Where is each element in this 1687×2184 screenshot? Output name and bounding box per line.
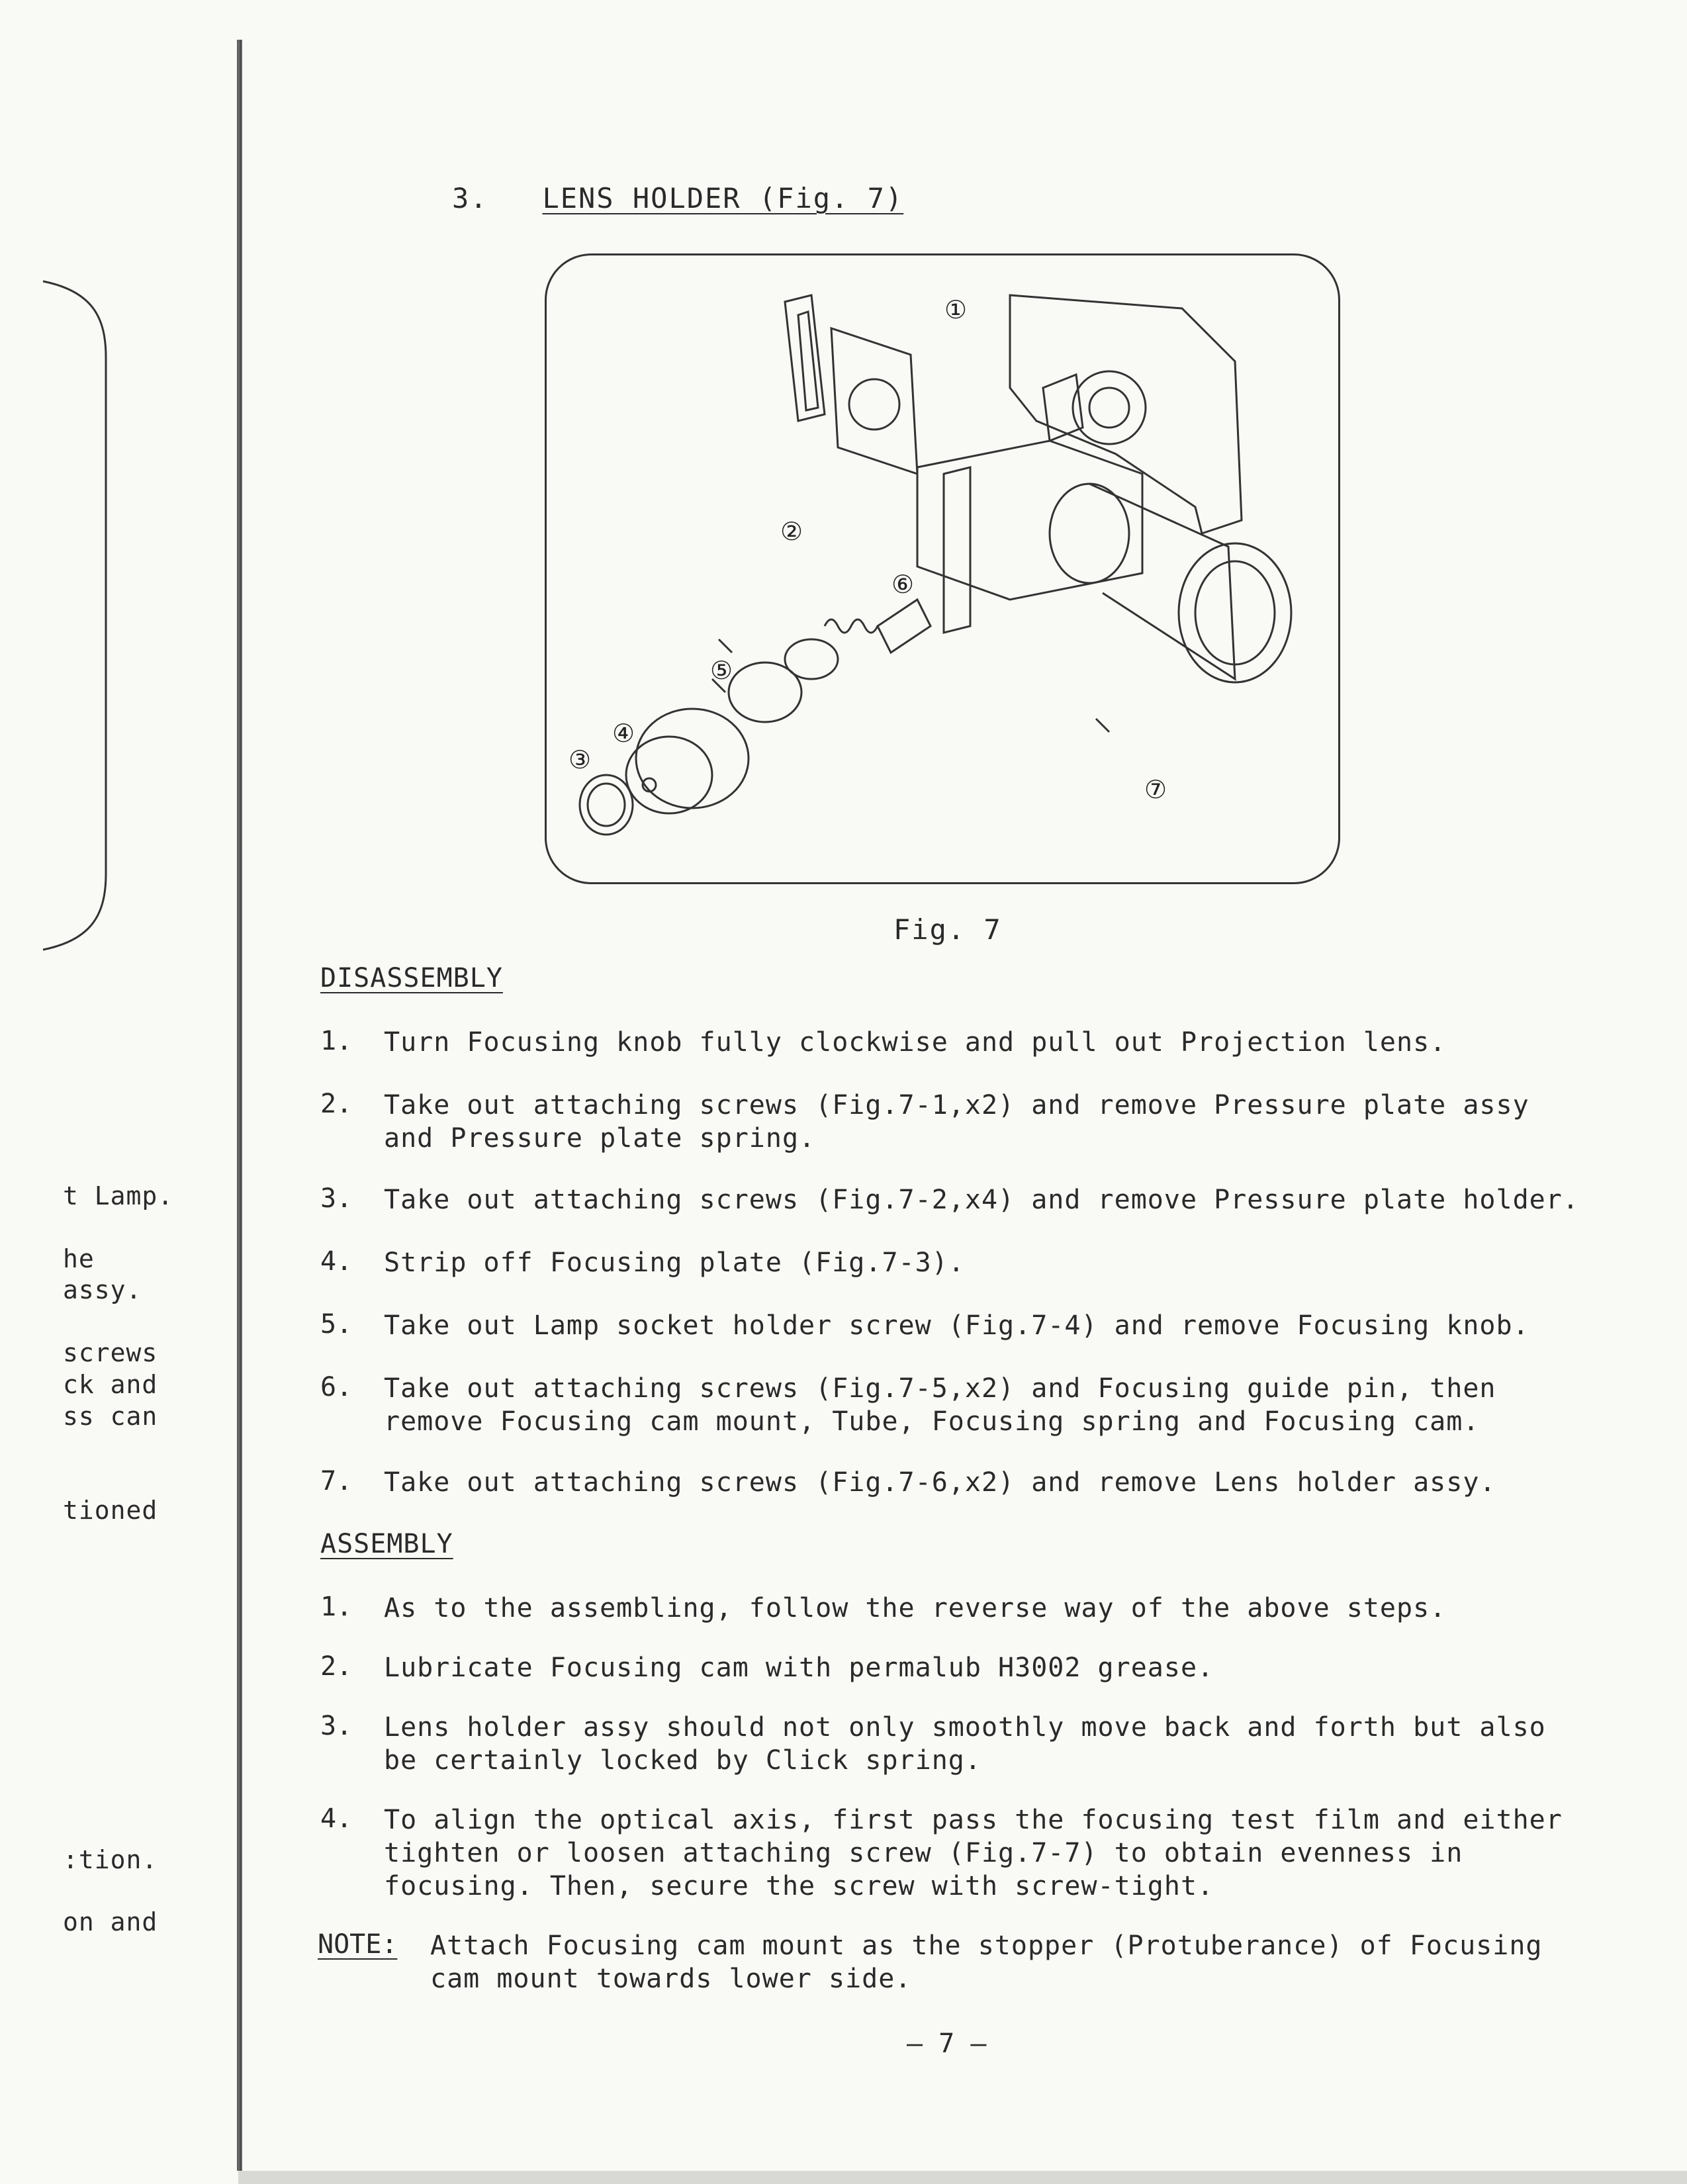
step-number: 5. xyxy=(320,1309,353,1340)
chassis-outline xyxy=(1010,295,1242,533)
step-text: Take out Lamp socket holder screw (Fig.7-4) and remove Focusing knob. xyxy=(384,1310,1529,1341)
step-text: Lubricate Focusing cam with permalub H3002 grease. xyxy=(384,1653,1214,1683)
step-text: To align the optical axis, first pass the focusing test film and either tighten or loosen attaching screw (Fig.7-7) to obtain evenness in focusing. Then, secure the screw with screw-tight. xyxy=(384,1805,1563,1901)
step-number: 2. xyxy=(320,1089,353,1119)
disassembly-heading: DISASSEMBLY xyxy=(320,963,503,993)
page-number: — 7 — xyxy=(907,2028,987,2059)
assembly-heading: ASSEMBLY xyxy=(320,1529,453,1559)
step-number: 6. xyxy=(320,1372,353,1402)
step-number: 1. xyxy=(320,1026,353,1056)
note-text: Attach Focusing cam mount as the stopper (Protuberance) of Focusing cam mount towards lower side. xyxy=(430,1931,1543,1994)
step-number: 7. xyxy=(320,1466,353,1496)
step-text: Lens holder assy should not only smoothly move back and forth but also be certainly locked by Click spring. xyxy=(384,1712,1546,1776)
step-text: As to the assembling, follow the reverse way of the above steps. xyxy=(384,1593,1447,1623)
step-number: 3. xyxy=(320,1183,353,1214)
figure-caption: Fig. 7 xyxy=(893,913,1002,946)
binding-edge xyxy=(237,40,242,2171)
lens-holder-body xyxy=(917,441,1142,600)
step-number: 2. xyxy=(320,1651,353,1682)
exploded-view-diagram xyxy=(547,255,1338,882)
section-number: 3. xyxy=(452,182,488,214)
step-number: 4. xyxy=(320,1246,353,1277)
callout-2: ② xyxy=(780,517,803,546)
callout-7: ⑦ xyxy=(1144,775,1167,804)
callout-6: ⑥ xyxy=(891,570,915,599)
left-page-line: ss can xyxy=(63,1402,158,1431)
focusing-spring xyxy=(825,619,878,633)
step-number: 3. xyxy=(320,1711,353,1741)
section-title: LENS HOLDER (Fig. 7) xyxy=(542,182,904,214)
step-text: Strip off Focusing plate (Fig.7-3). xyxy=(384,1248,965,1278)
left-margin-bracket xyxy=(40,278,113,953)
section-heading xyxy=(452,182,903,214)
callout-4: ④ xyxy=(612,719,635,748)
step-text: Take out attaching screws (Fig.7-6,x2) and remove Lens holder assy. xyxy=(384,1467,1496,1498)
pressure-plate-holder xyxy=(831,328,917,474)
step-text: Take out attaching screws (Fig.7-5,x2) and Focusing guide pin, then remove Focusing cam mount, Tube, Focusing spring and Focusing cam. xyxy=(384,1373,1496,1437)
left-page-line: tioned xyxy=(63,1496,158,1525)
left-page-line: :tion. xyxy=(63,1845,158,1874)
left-page-line: ck and xyxy=(63,1370,158,1399)
left-page-line: t Lamp. xyxy=(63,1181,174,1210)
focusing-knob xyxy=(636,709,749,808)
left-page-line: screws xyxy=(63,1338,158,1367)
step-number: 4. xyxy=(320,1803,353,1834)
focusing-cam-mount xyxy=(729,662,801,722)
step-number: 1. xyxy=(320,1592,353,1622)
left-page-line: on and xyxy=(63,1907,158,1936)
page-bottom-edge xyxy=(238,2171,1687,2184)
callout-1: ① xyxy=(944,295,968,324)
gate-opening xyxy=(1073,371,1146,444)
left-page-line: he xyxy=(63,1244,95,1273)
step-text: Take out attaching screws (Fig.7-2,x4) and remove Pressure plate holder. xyxy=(384,1185,1579,1215)
note-label: NOTE: xyxy=(318,1929,398,1960)
left-page-line: assy. xyxy=(63,1275,142,1304)
step-text: Take out attaching screws (Fig.7-1,x2) and remove Pressure plate assy and Pressure plate spring. xyxy=(384,1090,1529,1154)
callout-3: ③ xyxy=(568,745,592,774)
callout-5: ⑤ xyxy=(709,656,733,685)
projection-lens xyxy=(1089,484,1235,679)
step-text: Turn Focusing knob fully clockwise and pull out Projection lens. xyxy=(384,1027,1447,1058)
focusing-cam xyxy=(878,600,931,653)
